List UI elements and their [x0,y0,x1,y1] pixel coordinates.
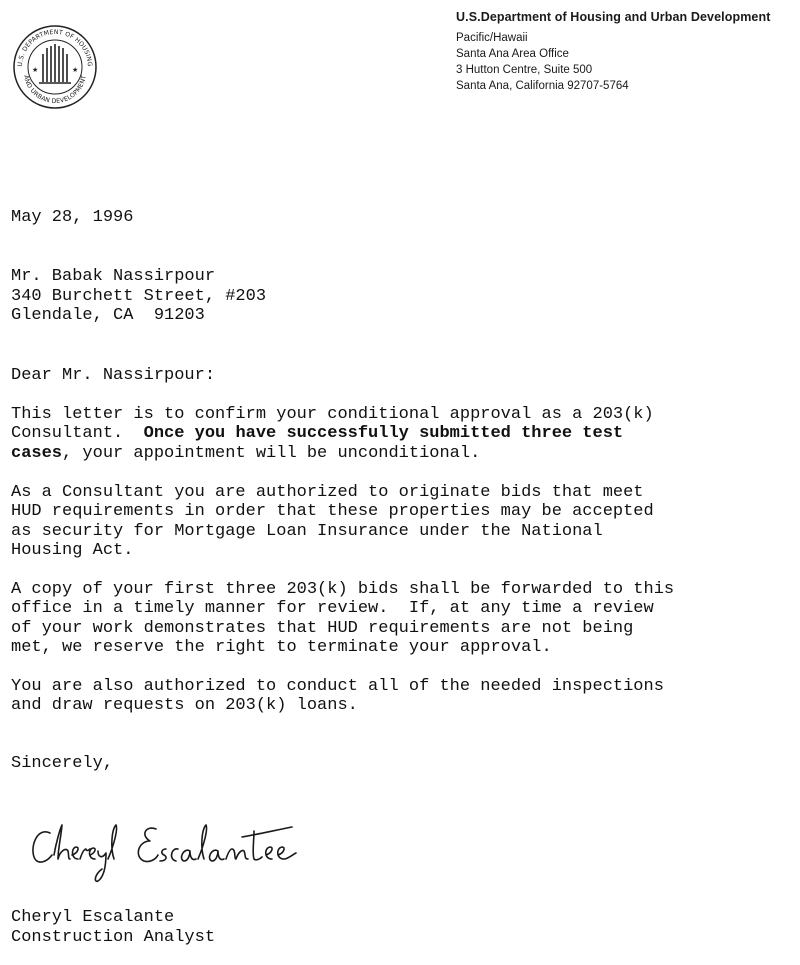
signer-name: Cheryl Escalante [11,908,175,927]
paragraph-line: Housing Act. [11,541,134,560]
recipient-name: Mr. Babak Nassirpour [11,267,216,286]
paragraph-line: office in a timely manner for review. If, at any time a review [11,599,654,618]
paragraph-line: You are also authorized to conduct all of the needed inspections [11,677,664,696]
svg-text:★: ★ [72,66,79,74]
paragraph-line: met, we reserve the right to terminate your approval. [11,638,552,657]
svg-text:AND URBAN DEVELOPMENT: AND URBAN DEVELOPMENT [22,74,88,106]
salutation: Dear Mr. Nassirpour: [11,366,216,385]
paragraph-line [11,444,480,464]
recipient-city: Glendale, CA 91203 [11,306,205,325]
recipient-street: 340 Burchett Street, #203 [11,287,267,306]
text-run: Consultant. [11,424,144,443]
signer-title: Construction Analyst [11,928,216,947]
paragraph-line: of your work demonstrates that HUD requirements are not being [11,619,634,638]
paragraph-line [11,424,623,444]
office-city: Santa Ana, California 92707-5764 [456,80,629,92]
hud-seal-icon [12,24,98,110]
office-region: Pacific/Hawaii [456,32,528,44]
handwritten-signature [28,815,303,887]
text-run: , your appointment will be unconditional. [62,444,481,463]
paragraph-line: HUD requirements in order that these properties may be accepted [11,502,654,521]
paragraph-line: and draw requests on 203(k) loans. [11,696,358,715]
paragraph-line: A copy of your first three 203(k) bids shall be forwarded to this [11,580,675,599]
office-name: Santa Ana Area Office [456,48,569,60]
paragraph-line: As a Consultant you are authorized to originate bids that meet [11,483,644,502]
bold-text: Once you have successfully submitted three test [143,424,624,443]
letter-date: May 28, 1996 [11,208,134,227]
svg-text:U.S. DEPARTMENT OF HOUSING: U.S. DEPARTMENT OF HOUSING [16,28,94,67]
paragraph-line: as security for Mortgage Loan Insurance under the National [11,522,603,541]
letterhead [456,10,770,94]
svg-text:★: ★ [32,66,39,74]
department-name: U.S.Department of Housing and Urban Development [456,10,771,24]
office-street: 3 Hutton Centre, Suite 500 [456,64,593,76]
closing: Sincerely, [11,754,114,773]
bold-text: cases [11,444,63,463]
paragraph-line: This letter is to confirm your conditional approval as a 203(k) [11,405,654,424]
